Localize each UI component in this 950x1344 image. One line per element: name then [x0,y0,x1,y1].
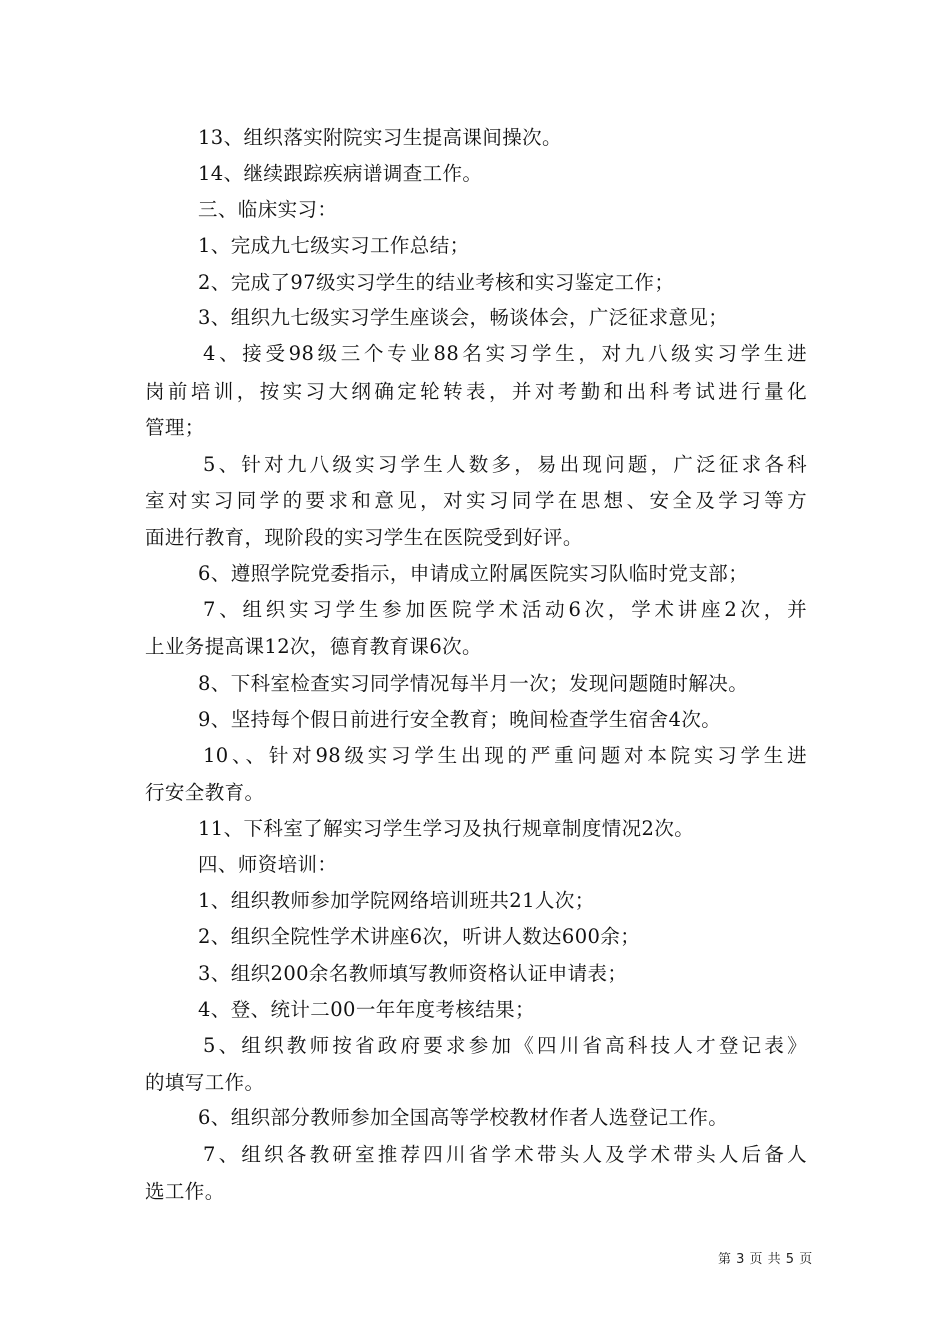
document-line: 四、师资培训： [198,853,338,876]
document-line: 室对实习同学的要求和意见，对实习同学在思想、安全及学习等方 [145,489,807,512]
document-line: 1、完成九七级实习工作总结； [198,234,470,257]
document-line: 面进行教育，现阶段的实习学生在医院受到好评。 [145,526,583,549]
document-line: 11、下科室了解实习学生学习及执行规章制度情况2次。 [198,817,695,840]
document-line: 岗前培训，按实习大纲确定轮转表，并对考勤和出科考试进行量化 [145,380,807,403]
document-line: 三、临床实习： [198,198,338,221]
document-line: 7、组织各教研室推荐四川省学术带头人及学术带头人后备人 [203,1143,807,1166]
document-line: 管理； [145,416,205,439]
document-line: 2、组织全院性学术讲座6次，听讲人数达600余； [198,925,641,948]
document-line: 4、登、统计二00一年年度考核结果； [198,998,535,1021]
document-line: 5、针对九八级实习学生人数多，易出现问题，广泛征求各科 [203,453,807,476]
document-line: 14、继续跟踪疾病谱调查工作。 [198,162,483,185]
document-line: 4、接受98级三个专业88名实习学生，对九八级实习学生进 [203,342,807,365]
document-line: 10、、针对98级实习学生出现的严重问题对本院实习学生进 [203,744,807,767]
document-line: 上业务提高课12次，德育教育课6次。 [145,635,482,658]
page-number-footer: 第 3 页 共 5 页 [718,1252,813,1267]
document-line: 行安全教育。 [145,781,265,804]
document-line: 的填写工作。 [145,1071,265,1094]
document-line: 7、组织实习学生参加医院学术活动6次，学术讲座2次，并 [203,598,807,621]
document-line: 13、组织落实附院实习生提高课间操次。 [198,126,562,149]
document-line: 6、组织部分教师参加全国高等学校教材作者人选登记工作。 [198,1106,729,1129]
document-line: 9、坚持每个假日前进行安全教育；晚间检查学生宿舍4次。 [198,708,722,731]
document-line: 选工作。 [145,1180,225,1203]
document-line: 3、组织200余名教师填写教师资格认证申请表； [198,962,628,985]
document-line: 3、组织九七级实习学生座谈会，畅谈体会，广泛征求意见； [198,306,729,329]
document-line: 1、组织教师参加学院网络培训班共21人次； [198,889,595,912]
document-line: 8、下科室检查实习同学情况每半月一次；发现问题随时解决。 [198,672,749,695]
document-line: 6、遵照学院党委指示，申请成立附属医院实习队临时党支部； [198,562,749,585]
document-line: 5、组织教师按省政府要求参加《四川省高科技人才登记表》 [203,1034,807,1057]
document-line: 2、完成了97级实习学生的结业考核和实习鉴定工作； [198,271,675,294]
